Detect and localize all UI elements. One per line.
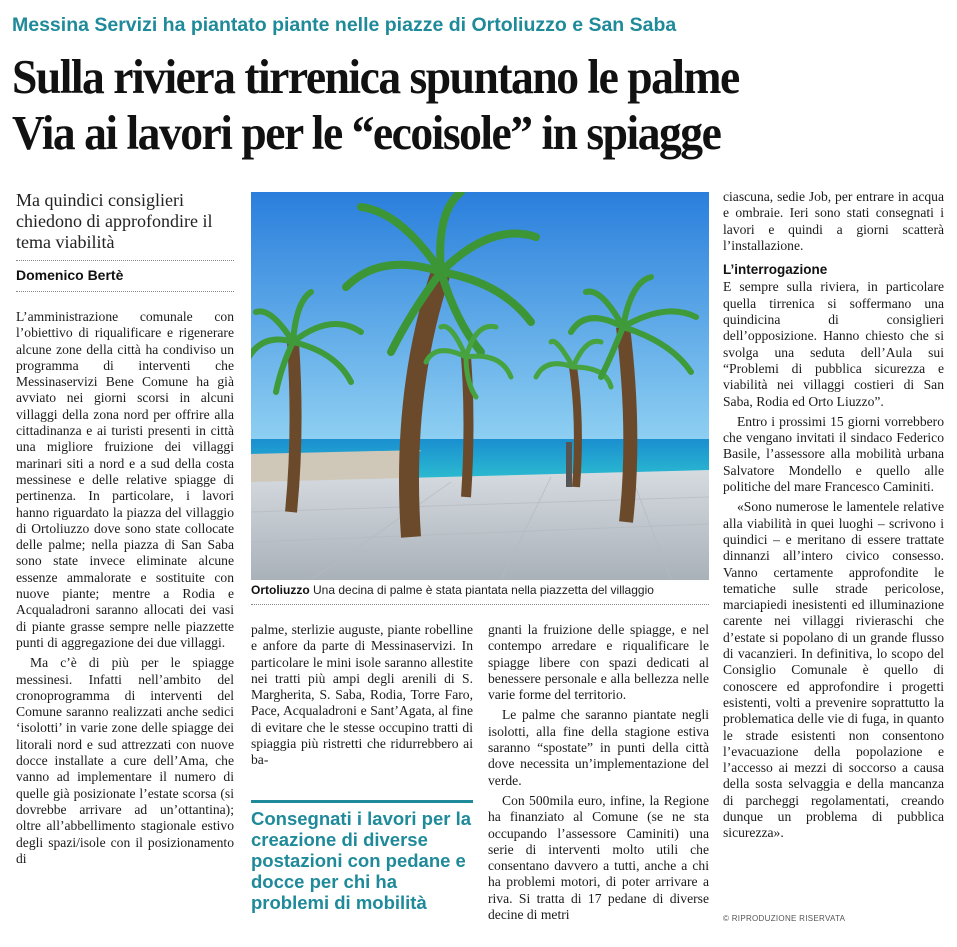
kicker: Messina Servizi ha piantato piante nelle piazze di Ortoliuzzo e San Saba [12,14,677,36]
paragraph: Le palme che saranno piantate negli isolotti, alla fine della stagione estiva saranno “spostate” in punti della città dove necessita un’implementazione del verde. [488,707,709,788]
subhead: Ma quindici consiglieri chiedono di approfondire il tema viabilità [16,190,213,252]
caption-text: Una decina di palme è stata piantata nella piazzetta del villaggio [313,583,654,597]
article-column-4 [723,189,944,846]
palm-square-illustration [251,192,709,580]
article-column-1 [16,309,234,871]
paragraph: L’amministrazione comunale con l’obiettivo di riqualificare e rigenerare alcune zone della città ha condiviso un programma di interventi che Messinaservizi Bene Comune ha già avviato nei giorni scorsi in alcuni villaggi della zona nord per offrire alla cittadinanza e ai turisti presenti in città una migliore fruizione dei villaggi marinari siti a nord e a sud della costa messinese e delle relative spiagge di pertinenza. In particolare, i lavori hanno riguardato la piazza del villaggio di Ortoliuzzo dove sono state collocate delle palme; nella piazza di San Saba sono state invece eliminate alcune essenze ammalorate e sostituite con nuove piante; mentre a Rodia e Acqualadroni saranno allocati dei vasi di piante grasse sempre nelle piazzette punti di aggregazione dei due villaggi. [16,309,234,650]
copyright-notice: © RIPRODUZIONE RISERVATA [723,914,846,923]
paragraph: «Sono numerose le lamentele relative alla viabilità in quei luoghi – scrivono i quindici – e meritano di essere trattate dinnanzi all’intero civico consesso. Vanno certamente approfondite le tematiche sulle strade pericolose, marciapiedi inesistenti ed illuminazione carente nei villaggi rivieraschi che d’estate si popolano di un grande flusso di vacanzieri. In definitiva, lo scopo del Consiglio Comunale è quello di conoscere ed approfondire i progetti esistenti, volti a prevenire soprattutto la problematica delle vie di fuga, in quanto le strade esistenti non consentono l’evacuazione della popolazione e l’accesso ai mezzi di soccorso a causa della sosta selvaggia e della mancanza di parcheggi regolamentati, creando dunque un problema di pubblica sicurezza». [723,499,944,841]
caption-label: Ortoliuzzo [251,583,310,597]
paragraph: E sempre sulla riviera, in particolare quella tirrenica si soffermano una quindicina di consiglieri dell’opposizione. Hanno chiesto che si svolga una seduta dell’Aula sui “Problemi di pubblica sicurezza e viabilità nei villaggi costieri di San Saba, Rodia ed Orto Liuzzo”. [723,279,944,409]
paragraph: ciascuna, sedie Job, per entrare in acqua e ombraie. Ieri sono stati consegnati i lavori e quindi a giorni scatterà l’installazione. [723,189,944,253]
paragraph: Con 500mila euro, infine, la Regione ha finanziato al Comune (se ne sta occupando l’assessore Caminiti) una serie di interventi molto utili che consentano davvero a tutti, anche a chi ha problemi motori, di poter arrivare a riva. Si tratta di 17 pedane di diverse decine di metri [488,792,709,923]
paragraph: gnanti la fruizione delle spiagge, e nel contempo arredare e riqualificare le spiagge libere con spazi dedicati al benessere personale e alla bellezza nelle varie forme del territorio. [488,622,709,703]
photo-caption [251,583,711,597]
section-title: L’interrogazione [723,262,828,278]
pull-quote: Consegnati i lavori per la creazione di diverse postazioni con pedane e docce per chi ha problemi di mobilità [251,800,473,913]
paragraph: palme, sterlizie auguste, piante robelline e anfore da parte di Messinaservizi. In particolare le mini isole saranno allestite nei tratti più ampi degli arenili di S. Margherita, S. Saba, Rodia, Torre Faro, Pace, Acqualadroni e Sant’Agata, al fine di evitare che le stesse occupino tratti di spiaggia più ristretti che ridurrebbero ai ba- [251,622,473,768]
author-byline: Domenico Bertè [16,267,124,283]
divider [16,291,234,292]
headline-line-2: Via ai lavori per le “ecoisole” in spiagge [12,105,721,160]
headline-line-1: Sulla riviera tirrenica spuntano le palme [12,49,739,104]
article-column-2 [251,622,473,773]
divider [251,604,709,605]
paragraph: Ma c’è di più per le spiagge messinesi. Infatti nell’ambito del cronoprogramma di interventi del Comune saranno realizzati anche sedici ‘isolotti’ in varie zone delle spiagge dei litorali nord e sud attrezzati con nuove docce installate a cure dell’Ama, che vanno ad implementare il numero di quelle già posizionate l’estate scorsa (si dovrebbe arrivare ad un’ottantina); oltre all’abbellimento stagionale estivo degli spazi/isole con il posizionamento di [16,655,234,866]
article-photo [251,192,709,580]
article-column-3 [488,622,709,927]
paragraph: Entro i prossimi 15 giorni vorrebbero che vengano invitati il sindaco Federico Basile, l’assessore alla mobilità urbana Salvatore Mondello e quello alle politiche del mare Francesco Caminiti. [723,413,944,495]
divider [16,260,234,261]
